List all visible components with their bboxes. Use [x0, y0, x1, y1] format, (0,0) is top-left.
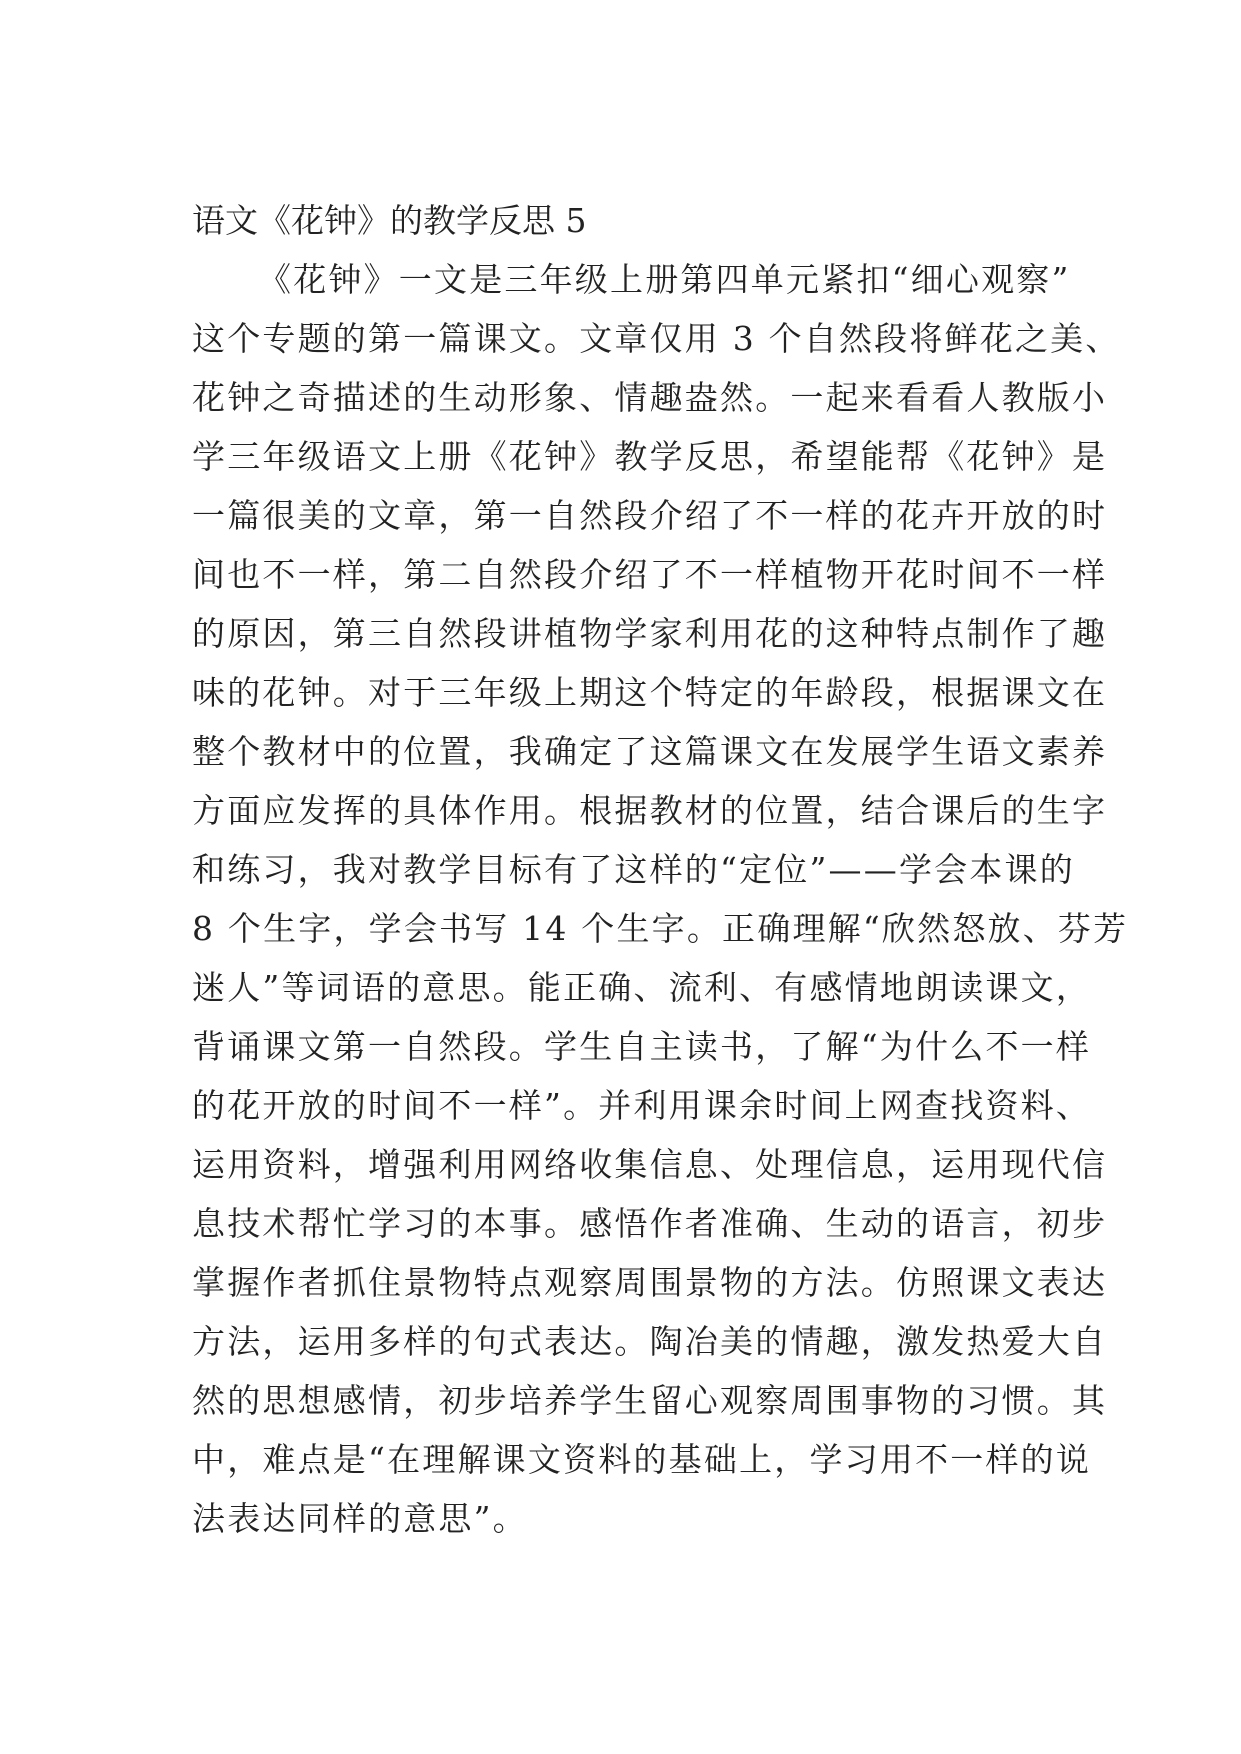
paragraph-line: 方法，运用多样的句式表达。陶冶美的情趣，激发热爱大自 — [192, 1322, 1108, 1361]
paragraph-line: 然的思想感情，初步培养学生留心观察周围事物的习惯。其 — [192, 1381, 1108, 1420]
paragraph-line: 这个专题的第一篇课文。文章仅用 3 个自然段将鲜花之美、 — [192, 319, 1121, 358]
paragraph-line: 花钟之奇描述的生动形象、情趣盎然。一起来看看人教版小 — [192, 378, 1108, 417]
paragraph-line: 中，难点是“在理解课文资料的基础上，学习用不一样的说 — [192, 1440, 1092, 1479]
paragraph-line: 和练习，我对教学目标有了这样的“定位”——学会本课的 — [192, 850, 1075, 889]
paragraph-line: 息技术帮忙学习的本事。感悟作者准确、生动的语言，初步 — [192, 1204, 1108, 1243]
paragraph-line: 间也不一样，第二自然段介绍了不一样植物开花时间不一样 — [192, 555, 1108, 594]
paragraph-line: 法表达同样的意思”。 — [192, 1499, 528, 1538]
paragraph-line: 背诵课文第一自然段。学生自主读书，了解“为什么不一样 — [192, 1027, 1092, 1066]
paragraph-line: 一篇很美的文章，第一自然段介绍了不一样的花卉开放的时 — [192, 496, 1108, 535]
paragraph-line: 方面应发挥的具体作用。根据教材的位置，结合课后的生字 — [192, 791, 1108, 830]
body-paragraph — [192, 250, 1129, 1548]
paragraph-line: 学三年级语文上册《花钟》教学反思，希望能帮《花钟》是 — [192, 437, 1108, 476]
paragraph-line: 运用资料，增强利用网络收集信息、处理信息，运用现代信 — [192, 1145, 1108, 1184]
document-title: 语文《花钟》的教学反思 5 — [192, 201, 587, 240]
paragraph-line: 8 个生字，学会书写 14 个生字。正确理解“欣然怒放、芬芳 — [192, 909, 1129, 948]
paragraph-line: 的原因，第三自然段讲植物学家利用花的这种特点制作了趣 — [192, 614, 1108, 653]
paragraph-line: 《花钟》一文是三年级上册第四单元紧扣“细心观察” — [258, 260, 1071, 299]
document-body — [192, 191, 1129, 1548]
paragraph-line: 掌握作者抓住景物特点观察周围景物的方法。仿照课文表达 — [192, 1263, 1108, 1302]
paragraph-line: 迷人”等词语的意思。能正确、流利、有感情地朗读课文， — [192, 968, 1092, 1007]
paragraph-line: 味的花钟。对于三年级上期这个特定的年龄段，根据课文在 — [192, 673, 1108, 712]
paragraph-line: 的花开放的时间不一样”。并利用课余时间上网查找资料、 — [192, 1086, 1092, 1125]
paragraph-line: 整个教材中的位置，我确定了这篇课文在发展学生语文素养 — [192, 732, 1108, 771]
